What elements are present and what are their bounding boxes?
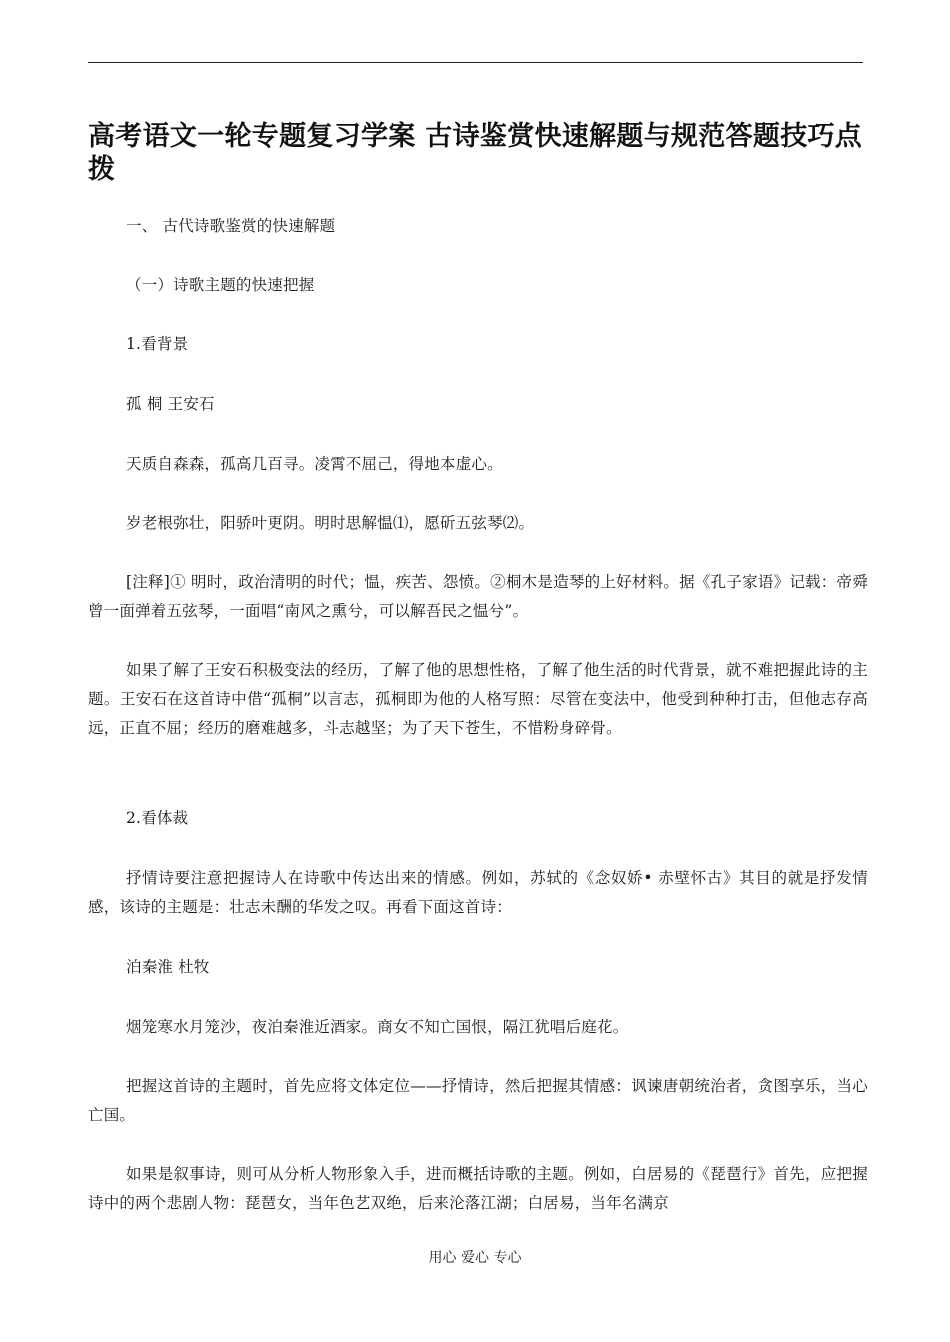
analysis-paragraph-1: 如果了解了王安石积极变法的经历，了解了他的思想性格，了解了他生活的时代背景，就不难把握此诗的主题。王安石在这首诗中借“孤桐”以言志，孤桐即为他的人格写照：尽管在变法中，他受到种种打击，但他志存高远，正直不屈；经历的磨难越多，斗志越坚；为了天下苍生，不惜粉身碎骨。 <box>88 661 868 737</box>
document-title: 高考语文一轮专题复习学案 古诗鉴赏快速解题与规范答题技巧点拨 <box>88 121 863 185</box>
analysis-paragraph-3: 把握这首诗的主题时，首先应将文体定位——抒情诗，然后把握其情感：讽谏唐朝统治者，贪图享乐，当心亡国。 <box>88 1077 868 1124</box>
section-heading-1: 一、 古代诗歌鉴赏的快速解题 <box>126 217 336 235</box>
subsection-heading: （一）诗歌主题的快速把握 <box>126 276 315 294</box>
point-heading-2: 2.看体裁 <box>126 809 189 827</box>
poem-line-1: 天质自森森，孤高几百寻。凌霄不屈己，得地本虚心。 <box>126 455 503 473</box>
poem-title-1: 孤 桐 王安石 <box>126 395 215 413</box>
poem-title-2: 泊秦淮 杜牧 <box>126 958 210 976</box>
annotation-paragraph: [注释]① 明时，政治清明的时代；愠，疾苦、怨愤。②桐木是造琴的上好材料。据《孔子家语》记载：帝舜曾一面弹着五弦琴，一面唱“南风之熏兮，可以解吾民之愠兮”。 <box>88 573 868 620</box>
analysis-paragraph-4: 如果是叙事诗，则可从分析人物形象入手，进而概括诗歌的主题。例如，白居易的《琵琶行》首先，应把握诗中的两个悲剧人物：琵琶女，当年色艺双绝，后来沦落江湖；白居易，当年名满京 <box>88 1165 868 1212</box>
header-rule <box>88 62 863 63</box>
page-footer: 用心 爱心 专心 <box>428 1250 522 1266</box>
poem-line-2: 岁老根弥壮，阳骄叶更阴。明时思解愠⑴，愿斫五弦琴⑵。 <box>126 514 535 532</box>
point-heading-1: 1.看背景 <box>126 335 189 353</box>
analysis-paragraph-2: 抒情诗要注意把握诗人在诗歌中传达出来的情感。例如，苏轼的《念奴娇• 赤壁怀古》其目的就是抒发情感，该诗的主题是：壮志未酬的华发之叹。再看下面这首诗： <box>88 869 868 916</box>
poem-line-3: 烟笼寒水月笼沙，夜泊秦淮近酒家。商女不知亡国恨，隔江犹唱后庭花。 <box>126 1018 629 1036</box>
